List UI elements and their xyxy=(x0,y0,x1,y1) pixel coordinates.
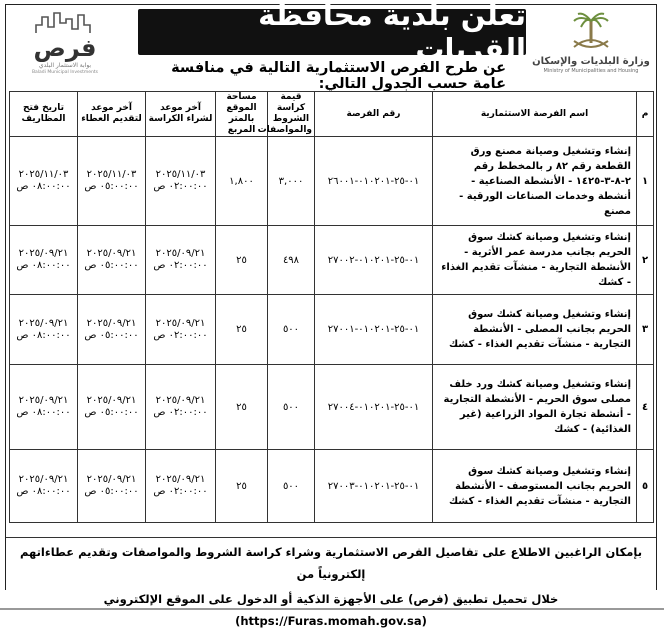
row-submit-deadline xyxy=(78,365,146,450)
date: ٢٠٢٥/٠٩/٢١ xyxy=(86,395,137,406)
row-area: ١,٨٠٠ xyxy=(216,137,268,226)
footer-notice xyxy=(6,537,656,628)
row-area: ٢٥ xyxy=(216,295,268,365)
row-code: ٠١-٢٥-٠١٠٢٠١-٢٧٠٠١ xyxy=(315,295,433,365)
row-opening-date xyxy=(10,295,78,365)
furas-tagline-en: Baladi Municipal Investments xyxy=(31,70,99,75)
row-buy-deadline xyxy=(146,295,216,365)
time: ٠٥:٠٠:٠٠ ص xyxy=(84,407,139,418)
page-subtitle: عن طرح الفرص الاستثمارية التالية في منافسة عامة حسب الجدول التالي: xyxy=(171,60,506,92)
row-buy-deadline xyxy=(146,226,216,295)
date: ٢٠٢٥/٠٩/٢١ xyxy=(18,395,69,406)
footer-line-1: بإمكان الراغبين الاطلاع على تفاصيل الفرص الاستثمارية وشراء كراسة الشروط والمواصفات وتقديم عطاءاتهم إلكترونياً من xyxy=(19,545,643,581)
col-code: رقم الفرصة xyxy=(315,92,433,137)
page-divider xyxy=(0,608,664,610)
advertisement xyxy=(5,0,657,628)
row-name: إنشاء وتشغيل وصيانة مصنع ورق القطعة رقم ٨٢ ر بالمخطط رقم ٢-٨-٣-١٤٢٥ - الأنشطة الصناعية - أنشطة وخدمات الصناعات الورقية - مصنع xyxy=(433,137,637,226)
time: ٠٥:٠٠:٠٠ ص xyxy=(84,181,139,192)
furas-logo xyxy=(12,11,118,85)
row-submit-deadline xyxy=(78,295,146,365)
row-buy-deadline xyxy=(146,137,216,226)
time: ٠٢:٠٠:٠٠ ص xyxy=(153,407,208,418)
row-buy-deadline xyxy=(146,450,216,523)
date: ٢٠٢٥/٠٩/٢١ xyxy=(18,248,69,259)
table-row xyxy=(10,365,654,450)
row-price: ٤٩٨ xyxy=(268,226,315,295)
furas-tagline: بوابة الاستثمار البلدي xyxy=(38,62,92,69)
row-area: ٢٥ xyxy=(216,365,268,450)
col-area: مساحة الموقع بالمتر المربع xyxy=(216,92,268,137)
ministry-logo xyxy=(532,11,650,85)
date: ٢٠٢٥/٠٩/٢١ xyxy=(155,248,206,259)
ministry-name-en: Ministry of Municipalities and Housing xyxy=(543,68,639,74)
row-code: ٠١-٢٥-٠١٠٢٠١-٢٧٠٠٣ xyxy=(315,450,433,523)
row-code: ٠١-٢٥-٠١٠٢٠١-٢٧٠٠٢ xyxy=(315,226,433,295)
date: ٢٠٢٥/٠٩/٢١ xyxy=(155,317,206,329)
time: ٠٨:٠٠:٠٠ ص xyxy=(16,181,71,192)
row-seq: ٢ xyxy=(637,226,654,295)
row-area: ٢٥ xyxy=(216,226,268,295)
time: ٠٢:٠٠:٠٠ ص xyxy=(153,260,208,271)
time: ٠٨:٠٠:٠٠ ص xyxy=(16,486,71,497)
date: ٢٠٢٥/١١/٠٣ xyxy=(86,169,137,180)
row-name: إنشاء وتشغيل وصيانة كشك سوق الحريم بجانب المصلى - الأنشطة التجارية - منشآت تقديم الغذاء - كشك xyxy=(433,295,637,365)
row-price: ٥٠٠ xyxy=(268,365,315,450)
col-buy-deadline: آخر موعد لشراء الكراسة xyxy=(146,92,216,137)
time: ٠٨:٠٠:٠٠ ص xyxy=(16,329,71,341)
time: ٠٢:٠٠:٠٠ ص xyxy=(153,486,208,497)
page-title: تعلن بلدية محافظة القريات xyxy=(138,9,526,55)
date: ٢٠٢٥/٠٩/٢١ xyxy=(86,248,137,259)
col-price: قيمة كراسة الشروط والمواصفات xyxy=(268,92,315,137)
table-header-row xyxy=(10,92,654,137)
date: ٢٠٢٥/١١/٠٣ xyxy=(18,169,69,180)
row-code: ٠١-٢٥-٠١٠٢٠١-٢٦٠٠١ xyxy=(315,137,433,226)
row-submit-deadline xyxy=(78,137,146,226)
col-opening-date: تاريخ فتح المظاريف xyxy=(10,92,78,137)
row-code: ٠١-٢٥-٠١٠٢٠١-٢٧٠٠٤ xyxy=(315,365,433,450)
date: ٢٠٢٥/٠٩/٢١ xyxy=(155,395,206,406)
date: ٢٠٢٥/٠٩/٢١ xyxy=(86,317,137,329)
skyline-icon xyxy=(34,11,96,35)
furas-wordmark: فرص xyxy=(33,34,97,62)
col-submit-deadline: آخر موعد لتقديم العطاء xyxy=(78,92,146,137)
row-opening-date xyxy=(10,450,78,523)
row-opening-date xyxy=(10,226,78,295)
row-seq: ٤ xyxy=(637,365,654,450)
time: ٠٢:٠٠:٠٠ ص xyxy=(153,329,208,341)
date: ٢٠٢٥/٠٩/٢١ xyxy=(18,317,69,329)
palm-swords-emblem-icon xyxy=(566,11,616,53)
time: ٠٥:٠٠:٠٠ ص xyxy=(84,260,139,271)
date: ٢٠٢٥/٠٩/٢١ xyxy=(86,474,137,485)
header xyxy=(6,0,656,92)
date: ٢٠٢٥/٠٩/٢١ xyxy=(155,474,206,485)
row-seq: ٣ xyxy=(637,295,654,365)
date: ٢٠٢٥/٠٩/٢١ xyxy=(18,474,69,485)
table-row xyxy=(10,226,654,295)
footer-line-2: خلال تحميل تطبيق (فرص) على الأجهزة الذكية أو الدخول على الموقع الإلكتروني (https://Furas.momah.gov.sa) xyxy=(103,592,559,628)
time: ٠٥:٠٠:٠٠ ص xyxy=(84,329,139,341)
table-row xyxy=(10,450,654,523)
row-submit-deadline xyxy=(78,226,146,295)
time: ٠٢:٠٠:٠٠ ص xyxy=(153,181,208,192)
ministry-name-ar: وزارة البلديات والإسكان xyxy=(532,56,650,67)
row-opening-date xyxy=(10,365,78,450)
row-name: إنشاء وتشغيل وصيانة كشك ورد خلف مصلى سوق الحريم - الأنشطة التجارية - أنشطة تجارة المواد الزراعية (غير الغذائية) - كشك xyxy=(433,365,637,450)
time: ٠٨:٠٠:٠٠ ص xyxy=(16,260,71,271)
table-row xyxy=(10,295,654,365)
opportunities-table xyxy=(9,91,654,523)
row-buy-deadline xyxy=(146,365,216,450)
row-name: إنشاء وتشغيل وصيانة كشك سوق الحريم بجانب مدرسة عمر الأثرية - الأنشطة التجارية - منشآت تقديم الغذاء - كشك xyxy=(433,226,637,295)
row-price: ٣,٠٠٠ xyxy=(268,137,315,226)
row-opening-date xyxy=(10,137,78,226)
row-seq: ١ xyxy=(637,137,654,226)
row-submit-deadline xyxy=(78,450,146,523)
col-seq: م xyxy=(637,92,654,137)
time: ٠٥:٠٠:٠٠ ص xyxy=(84,486,139,497)
time: ٠٨:٠٠:٠٠ ص xyxy=(16,407,71,418)
row-price: ٥٠٠ xyxy=(268,450,315,523)
row-area: ٢٥ xyxy=(216,450,268,523)
row-price: ٥٠٠ xyxy=(268,295,315,365)
col-name: اسم الفرصة الاستثمارية xyxy=(433,92,637,137)
date: ٢٠٢٥/١١/٠٣ xyxy=(155,169,206,180)
table-row xyxy=(10,137,654,226)
row-name: إنشاء وتشغيل وصيانة كشك سوق الحريم بجانب المستوصف - الأنشطة التجارية - منشآت تقديم الغذاء - كشك xyxy=(433,450,637,523)
row-seq: ٥ xyxy=(637,450,654,523)
